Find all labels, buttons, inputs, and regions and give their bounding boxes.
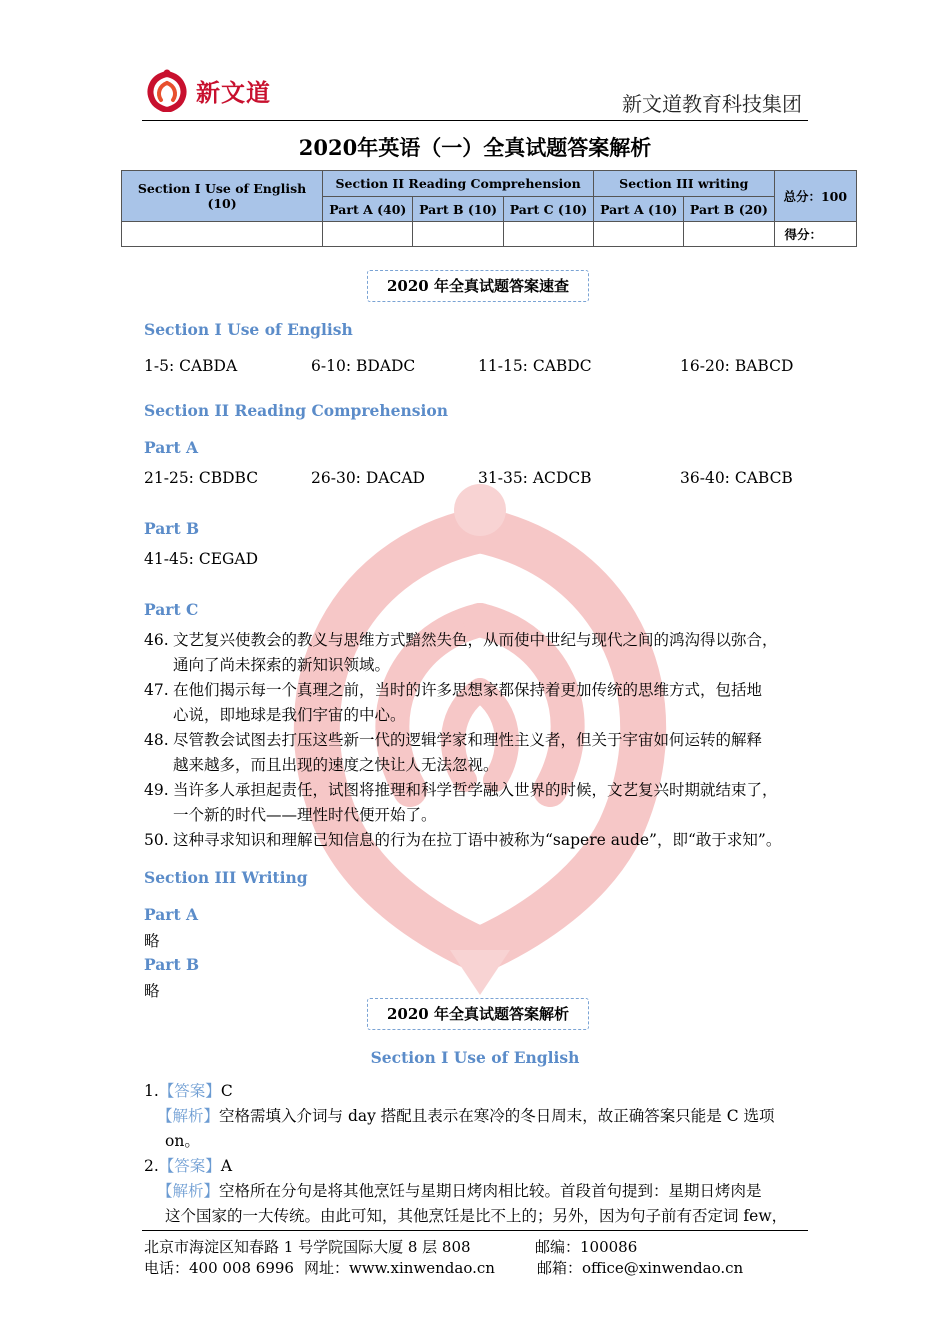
translation-line: 在他们揭示每一个真理之前，当时的许多思想家都保持着更加传统的思维方式，包括地 [173,681,763,699]
part-b-title: Part B [144,519,200,538]
explanation-text: 空格需填入介词与 day 搭配且表示在寒冷的冬日周末，故正确答案只能是 C 选项 [219,1107,775,1125]
score-cell[interactable] [503,222,593,247]
footer-website[interactable]: 网址：www.xinwendao.cn [304,1259,495,1277]
translation-line: 尽管教会试图去打压这些新一代的逻辑学家和理性主义者，但关于宇宙如何运转的解释 [173,731,763,749]
item-number: 48. [144,731,169,749]
s3-part-a-text: 略 [144,932,160,950]
s3-part-b-text: 略 [144,982,160,1000]
question-number: 2. [144,1157,159,1175]
part-header: Part A (10) [594,197,684,222]
footer-phone: 电话：400 008 6996 [144,1259,294,1277]
explanation-continuation: 这个国家的一大传统。由此可知，其他烹饪是比不上的；另外，因为句子前有否定词 few， [165,1207,788,1225]
translation-item [144,828,814,853]
answer-group: 6-10: BDADC [311,357,416,375]
score-cell[interactable] [684,222,774,247]
part-c-title: Part C [144,600,199,619]
section3-header: Section III writing [594,171,774,197]
translation-item [144,628,814,678]
analysis-section-title: Section I Use of English [370,1048,580,1067]
section2-header: Section II Reading Comprehension [323,171,594,197]
score-label: 得分： [774,222,856,247]
score-cell[interactable] [323,222,413,247]
explanation-tag: 【解析】 [157,1182,220,1200]
translation-item [144,728,814,778]
item-number: 49. [144,781,169,799]
company-name: 新文道教育科技集团 [622,92,802,116]
part-c-translations [144,628,814,853]
answer-group: 26-30: DACAD [311,469,425,487]
part-header: Part C (10) [503,197,593,222]
score-cell[interactable] [413,222,503,247]
question-number: 1. [144,1082,159,1100]
answer-group: 31-35: ACDCB [478,469,592,487]
page-title: 2020年英语（一）全真试题答案解析 [298,135,652,160]
question-1-explanation [157,1104,775,1126]
explanation-text: 空格所在分句是将其他烹饪与星期日烤肉相比较。首段首句提到：星期日烤肉是 [219,1182,762,1200]
logo-text: 新文道 [196,78,271,107]
footer-email[interactable]: 邮箱：office@xinwendao.cn [537,1259,744,1277]
part-header: Part B (20) [684,197,774,222]
score-cell[interactable] [594,222,684,247]
header-divider [142,120,808,121]
translation-line: 这种寻求知识和理解已知信息的行为在拉丁语中被称为“sapere aude”，即“敢于求知”。 [173,831,782,849]
answer-tag: 【答案】 [158,1157,221,1175]
answer-group: 21-25: CBDBC [144,469,259,487]
s3-part-b-title: Part B [144,955,200,974]
answer-group: 11-15: CABDC [478,357,592,375]
translation-line: 文艺复兴使教会的教义与思维方式黯然失色，从而使中世纪与现代之间的鸿沟得以弥合， [173,631,778,649]
part-header: Part A (40) [323,197,413,222]
answer-group: 1-5: CABDA [144,357,238,375]
section3-title: Section III Writing [144,868,308,887]
answer-value: A [220,1157,233,1175]
s3-part-a-title: Part A [144,905,199,924]
footer-postcode: 邮编：100086 [535,1238,638,1256]
part-a-title: Part A [144,438,199,457]
item-number: 47. [144,681,169,699]
explanation-tag: 【解析】 [157,1107,220,1125]
score-table [121,170,857,247]
phoenix-logo-icon [144,68,190,112]
item-number: 50. [144,831,169,849]
translation-item [144,678,814,728]
question-2-answer [144,1154,232,1176]
translation-line: 一个新的时代——理性时代便开始了。 [173,806,437,824]
part-header: Part B (10) [413,197,503,222]
total-score-header: 总分：100 [774,171,856,222]
translation-line: 心说，即地球是我们宇宙的中心。 [173,706,406,724]
analysis-box: 2020 年全真试题答案解析 [367,998,589,1030]
explanation-continuation: on。 [165,1132,200,1150]
score-cell[interactable] [122,222,323,247]
answer-group: 41-45: CEGAD [144,550,259,568]
answer-value: C [220,1082,233,1100]
section2-title: Section II Reading Comprehension [144,401,449,420]
item-number: 46. [144,631,169,649]
brand-logo[interactable] [144,68,271,112]
answer-group: 36-40: CABCB [680,469,793,487]
question-2-explanation [157,1179,762,1201]
answer-tag: 【答案】 [158,1082,221,1100]
footer-address: 北京市海淀区知春路 1 号学院国际大厦 8 层 808 [144,1238,471,1256]
translation-item [144,778,814,828]
translation-line: 通向了尚未探索的新知识领域。 [173,656,391,674]
section1-header: Section I Use of English (10) [122,171,323,222]
footer-divider [142,1230,808,1231]
section1-title: Section I Use of English [144,320,353,339]
translation-line: 越来越多，而且出现的速度之快让人无法忽视。 [173,756,499,774]
quick-answer-box: 2020 年全真试题答案速查 [367,270,589,302]
question-1-answer [144,1079,233,1101]
translation-line: 当许多人承担起责任，试图将推理和科学哲学融入世界的时候，文艺复兴时期就结束了， [173,781,778,799]
answer-group: 16-20: BABCD [680,357,794,375]
